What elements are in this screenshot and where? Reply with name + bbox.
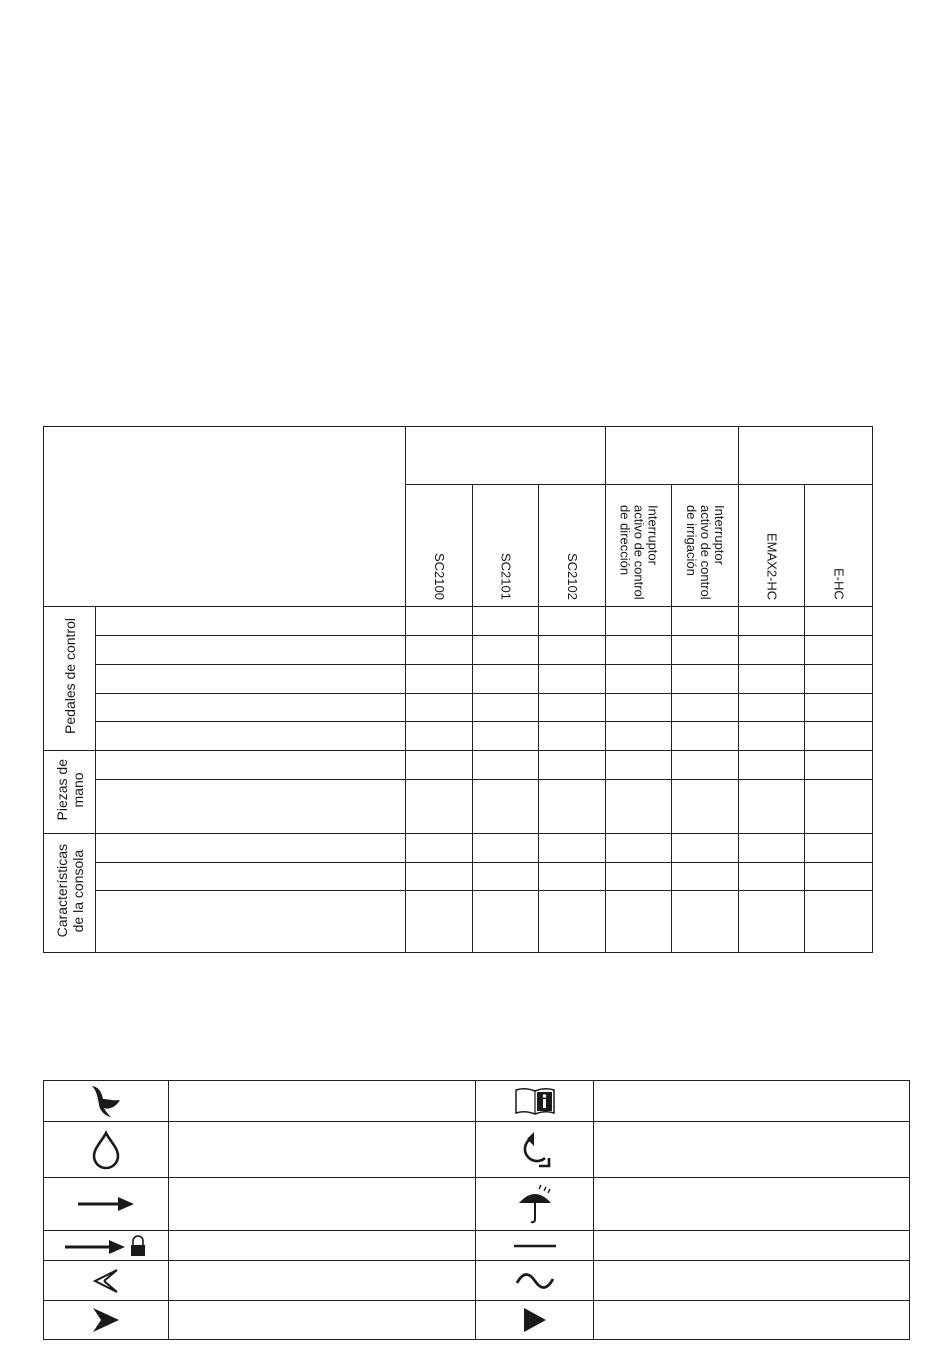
- alternating-current-icon: [515, 1271, 555, 1291]
- symbol-cell: [44, 1261, 169, 1301]
- group-label-cell: [44, 751, 96, 834]
- header-blank-cell: [44, 427, 406, 607]
- symbols-table: [43, 1080, 910, 1340]
- column-header: [406, 485, 473, 607]
- play-triangle-icon: [522, 1307, 548, 1333]
- column-label: EMAX2-HC: [764, 532, 780, 600]
- symbol-cell: [476, 1261, 594, 1301]
- open-arrowhead-icon: [92, 1267, 120, 1295]
- table-row: [44, 722, 873, 751]
- table-row: [44, 751, 873, 780]
- bird-icon: [89, 1083, 123, 1119]
- direct-current-line-icon: [513, 1240, 557, 1252]
- column-label: Interruptor activo de control de dirección: [617, 505, 661, 600]
- symbol-cell: [44, 1231, 169, 1261]
- table-row: [44, 665, 873, 694]
- symbol-cell: [44, 1122, 169, 1178]
- column-header: [739, 485, 805, 607]
- table-row: [44, 863, 873, 891]
- column-header: [672, 485, 739, 607]
- symbol-cell: [476, 1122, 594, 1178]
- group-label: Características de la consola: [53, 843, 86, 938]
- symbol-cell: [476, 1178, 594, 1231]
- arrow-right-icon: [76, 1194, 136, 1214]
- column-header: [539, 485, 606, 607]
- symbol-row: [44, 1081, 910, 1122]
- solid-arrowhead-icon: [91, 1306, 121, 1334]
- column-label: Interruptor activo de control de irrigación: [684, 505, 728, 600]
- keep-dry-umbrella-icon: [515, 1183, 555, 1225]
- header-group-cell: [606, 427, 739, 485]
- symbol-cell: [476, 1081, 594, 1122]
- arrow-lock-icon: [63, 1234, 149, 1258]
- column-header: [473, 485, 539, 607]
- column-header: [606, 485, 672, 607]
- column-label: E-HC: [831, 568, 847, 600]
- column-header: [805, 485, 873, 607]
- group-label-cell: [44, 834, 96, 953]
- symbol-cell: [476, 1301, 594, 1340]
- symbol-row: [44, 1122, 910, 1178]
- symbol-row: [44, 1178, 910, 1231]
- column-label: SC2100: [432, 553, 447, 600]
- column-label: SC2101: [498, 553, 514, 600]
- symbol-cell: [44, 1178, 169, 1231]
- table-row: [44, 636, 873, 665]
- column-label: SC2102: [565, 553, 580, 600]
- table-row: [44, 780, 873, 834]
- header-group-cell: [406, 427, 606, 485]
- symbol-cell: [44, 1301, 169, 1340]
- header-group-cell: [739, 427, 873, 485]
- table-row: [44, 607, 873, 636]
- symbol-cell: [44, 1081, 169, 1122]
- table-row: [44, 694, 873, 722]
- group-label-cell: [44, 607, 96, 751]
- table-row: [44, 891, 873, 953]
- group-label: Pedales de control: [61, 618, 78, 734]
- compatibility-table: [43, 426, 873, 953]
- water-drop-icon: [90, 1130, 122, 1170]
- group-label: Piezas de mano: [53, 758, 86, 821]
- table-row: [44, 834, 873, 863]
- symbol-row: [44, 1231, 910, 1261]
- symbol-cell: [476, 1231, 594, 1261]
- symbol-row: [44, 1301, 910, 1340]
- recycle-arrow-icon: [517, 1128, 553, 1172]
- manual-info-icon: [514, 1086, 556, 1116]
- symbol-row: [44, 1261, 910, 1301]
